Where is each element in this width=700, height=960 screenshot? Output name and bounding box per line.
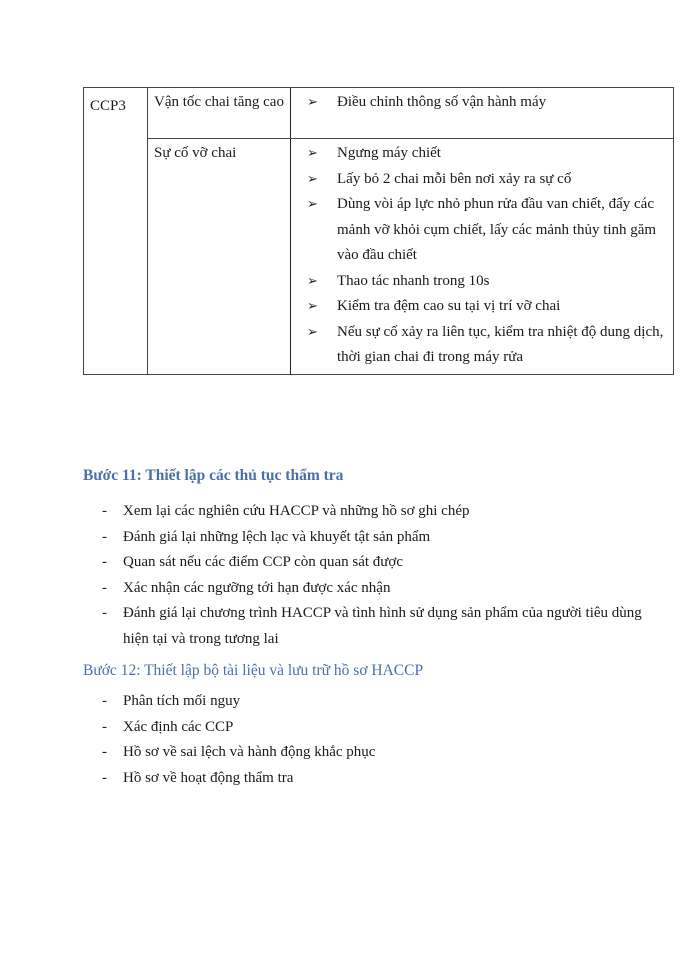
list-item: - Xác nhận các ngưỡng tới hạn được xác nhận xyxy=(100,576,660,602)
action-item: ➢ Lấy bỏ 2 chai mỗi bên nơi xảy ra sự cố xyxy=(307,167,665,193)
list-item: - Xem lại các nghiên cứu HACCP và những hồ sơ ghi chép xyxy=(100,499,660,525)
list-item: - Đánh giá lại chương trình HACCP và tình hình sử dụng sản phẩm của người tiêu dùng hiện tại và trong tương lai xyxy=(100,601,660,652)
table-row xyxy=(148,139,673,374)
dash-bullet-icon: - xyxy=(102,528,107,545)
list-item: - Hồ sơ về sai lệch và hành động khắc phục xyxy=(100,740,660,766)
dash-bullet-icon: - xyxy=(102,605,107,621)
actions-cell xyxy=(291,139,673,374)
list-item: - Xác định các CCP xyxy=(100,715,660,741)
arrow-bullet-icon: ➢ xyxy=(307,197,318,212)
ccp-label: CCP3 xyxy=(90,98,126,114)
action-item: ➢ Nếu sự cố xảy ra liên tục, kiểm tra nhiệt độ dung dịch, thời gian chai đi trong máy rửa xyxy=(307,320,665,371)
table-row xyxy=(148,88,673,139)
ccp-cell xyxy=(84,88,148,374)
hazard-cell: Sự cố vỡ chai xyxy=(148,139,291,374)
list-item: - Phân tích mối nguy xyxy=(100,689,660,715)
arrow-bullet-icon: ➢ xyxy=(307,171,318,187)
action-item: ➢ Dùng vòi áp lực nhỏ phun rửa đầu van chiết, đẩy các mảnh vỡ khỏi cụm chiết, lấy các mảnh thủy tinh găm vào đầu chiết xyxy=(307,192,665,269)
action-item: ➢ Ngưng máy chiết xyxy=(307,141,665,167)
list-item: - Hồ sơ về hoạt động thẩm tra xyxy=(100,766,660,792)
actions-cell xyxy=(291,88,673,138)
dash-bullet-icon: - xyxy=(102,503,107,519)
dash-bullet-icon: - xyxy=(102,579,107,596)
step11-list xyxy=(100,499,660,652)
arrow-bullet-icon: ➢ xyxy=(307,299,318,314)
action-item: ➢ Kiểm tra đệm cao su tại vị trí vỡ chai xyxy=(307,294,665,320)
dash-bullet-icon: - xyxy=(102,554,107,570)
step12-list xyxy=(100,689,660,791)
list-item: - Quan sát nếu các điểm CCP còn quan sát được xyxy=(100,550,660,576)
arrow-bullet-icon: ➢ xyxy=(307,273,318,289)
dash-bullet-icon: - xyxy=(102,744,107,760)
action-item: ➢ Điều chỉnh thông số vận hành máy xyxy=(307,90,665,116)
arrow-bullet-icon: ➢ xyxy=(307,146,318,161)
step12-heading: Bước 12: Thiết lập bộ tài liệu và lưu trữ hồ sơ HACCP xyxy=(83,662,424,679)
arrow-bullet-icon: ➢ xyxy=(307,95,318,110)
hazard-cell: Vận tốc chai tăng cao xyxy=(148,88,291,138)
dash-bullet-icon: - xyxy=(102,769,107,786)
step11-heading: Bước 11: Thiết lập các thủ tục thẩm tra xyxy=(83,467,344,484)
ccp-table xyxy=(83,87,674,375)
action-item: ➢ Thao tác nhanh trong 10s xyxy=(307,269,665,295)
arrow-bullet-icon: ➢ xyxy=(307,324,318,340)
dash-bullet-icon: - xyxy=(102,693,107,709)
dash-bullet-icon: - xyxy=(102,718,107,735)
list-item: - Đánh giá lại những lệch lạc và khuyết tật sản phẩm xyxy=(100,525,660,551)
